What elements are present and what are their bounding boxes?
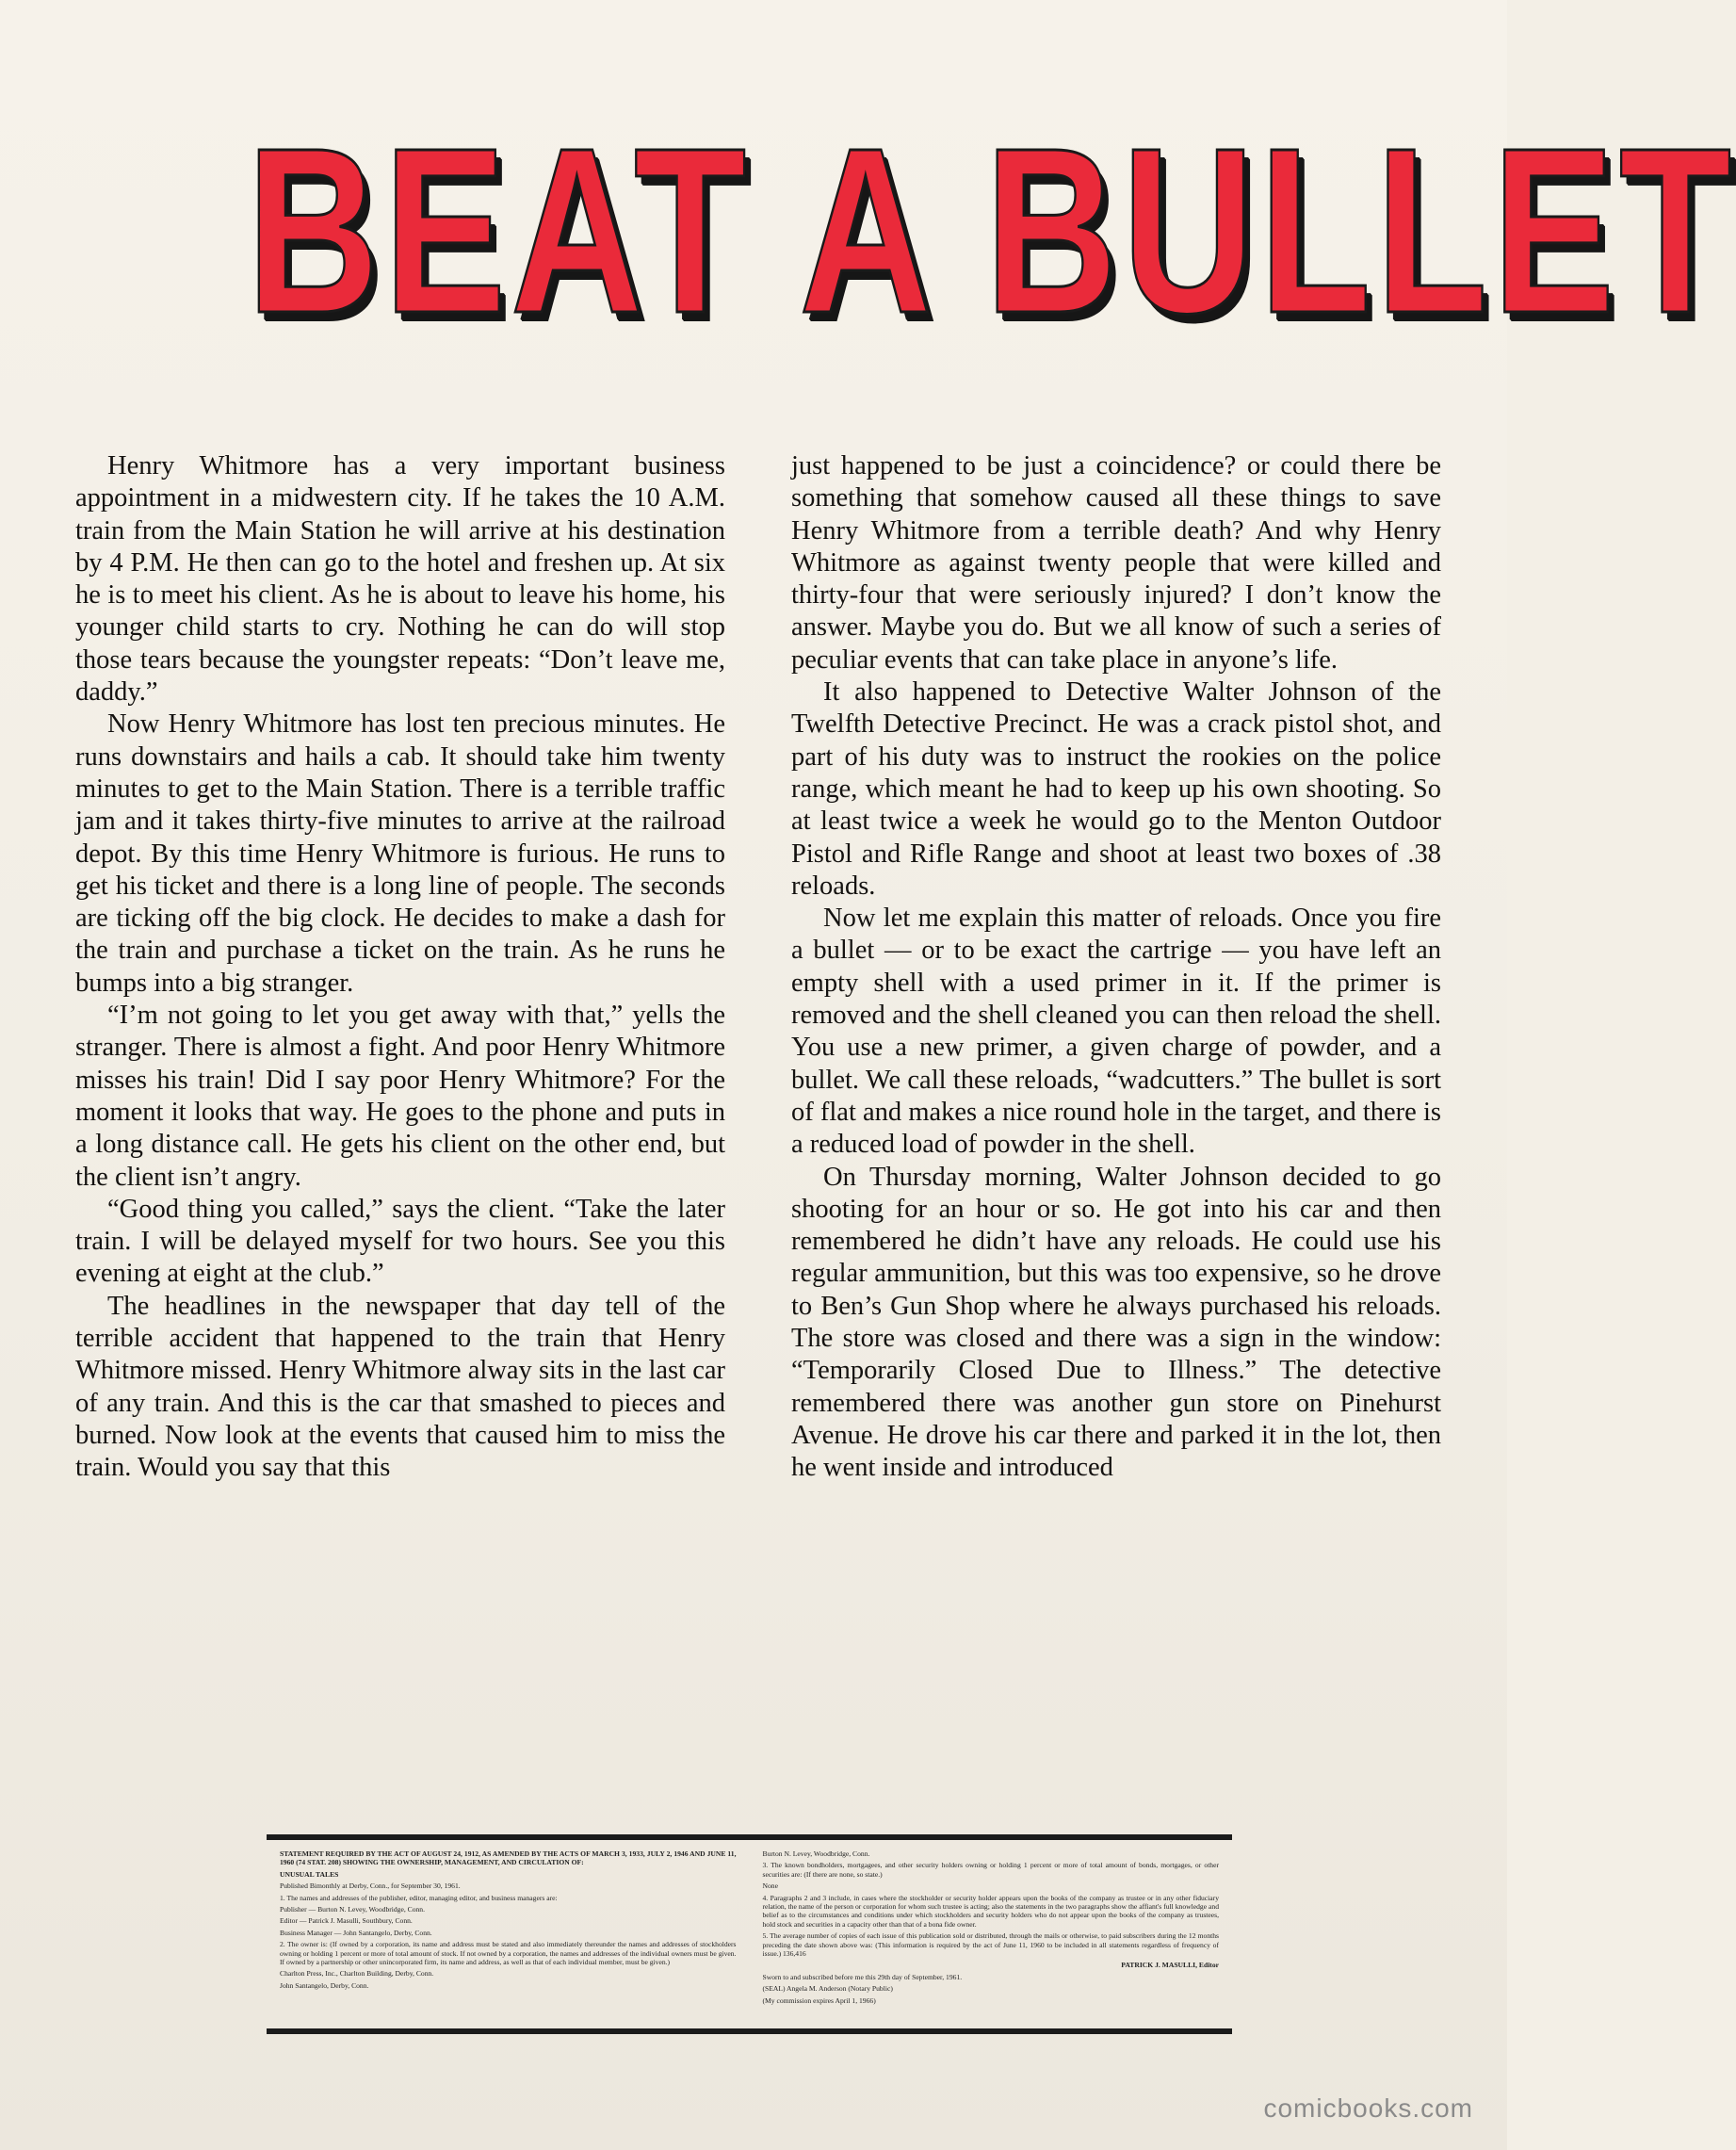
statement-line: STATEMENT REQUIRED BY THE ACT OF AUGUST 24, 1912, AS AMENDED BY THE ACTS OF MARCH 3, 1933, JULY 2, 1946 AND JUNE 11, 1960 (74 STAT. 208) SHOWING THE OWNERSHIP, MANAGEMENT, AND CIRCULATION OF:	[280, 1849, 737, 1867]
statement-line: Burton N. Levey, Woodbridge, Conn.	[762, 1849, 870, 1858]
statement-line: Published Bimonthly at Derby, Conn., for September 30, 1961.	[280, 1881, 461, 1891]
statement-line: Charlton Press, Inc., Charlton Building, Derby, Conn.	[280, 1969, 434, 1979]
story-body	[75, 450, 1460, 1751]
paragraph: The headlines in the newspaper that day tell of the terrible accident that happened to the train that Henry Whitmore missed. Henry Whitmore alway sits in the last car of any train. And this is the car that smashed to pieces and burned. Now look at the events that caused him to miss the train. Would you say that this	[75, 1291, 725, 1483]
statement-line: John Santangelo, Derby, Conn.	[280, 1980, 369, 1990]
paragraph: It also happened to Detective Walter Johnson of the Twelfth Detective Precinct. He was a crack pistol shot, and part of his duty was to instruct the rookies on the police range, which meant he had to keep up his own shooting. So at least twice a week he would go to the Menton Outdoor Pistol and Rifle Range and shoot at least two boxes of .38 reloads.	[791, 677, 1441, 901]
site-watermark: comicbooks.com	[1263, 2093, 1473, 2123]
paragraph: just happened to be just a coincidence? or could there be something that somehow caused all these things to save Henry Whitmore from a terrible death? And why Henry Whitmore as against twenty people that were killed and thirty-four that were seriously injured? I don’t know the answer. Maybe you do. But we all know of such a series of peculiar events that can take place in anyone’s life.	[791, 451, 1441, 675]
paragraph: “Good thing you called,” says the client. “Take the later train. I will be delayed myself for two hours. See you this evening at eight at the club.”	[75, 1194, 725, 1289]
statement-line: Editor — Patrick J. Masulli, Southbury, Conn.	[280, 1916, 413, 1926]
paragraph: Now let me explain this matter of reloads. Once you fire a bullet — or to be exact the cartrige — you have left an empty shell with a used primer in it. If the primer is removed and the shell cleaned you can then reload the shell. You use a new primer, a given charge of powder, and a bullet. We call these reloads, “wadcutters.” The bullet is sort of flat and makes a nice round hole in the target, and there is a reduced load of powder in the shell.	[791, 904, 1441, 1160]
ownership-statement	[267, 1834, 1232, 2034]
story-title: BEAT A BULLET	[246, 99, 1736, 362]
statement-line: 5. The average number of copies of each issue of this publication sold or distributed, through the mails or otherwise, to paid subscribers during the 12 months preceding the date shown above was: (This information is required by the act of June 11, 1960 to be included in all statements regardless of frequency of issue.) 136,416	[762, 1931, 1219, 1959]
statement-line: Business Manager — John Santangelo, Derby, Conn.	[280, 1928, 432, 1937]
left-column	[75, 450, 725, 1485]
statement-line: None	[762, 1881, 778, 1891]
statement-right-column	[763, 1849, 1220, 2019]
statement-line: 2. The owner is: (If owned by a corporation, its name and address must be stated and also immediately thereunder the names and addresses of stockholders owning or holding 1 percent or more of total amount of stock. If not owned by a corporation, the names and addresses of the individual owners must be given. If owned by a partnership or other unincorporated firm, its name and address, as well as that of each individual member, must be given.)	[280, 1940, 737, 1967]
statement-line: 1. The names and addresses of the publisher, editor, managing editor, and business managers are:	[280, 1893, 558, 1902]
statement-signature: PATRICK J. MASULLI, Editor	[1121, 1961, 1219, 1970]
paragraph: Henry Whitmore has a very important business appointment in a midwestern city. If he takes the 10 A.M. train from the Main Station he will arrive at his destination by 4 P.M. He then can go to the hotel and freshen up. At six he is to meet his client. As he is about to leave his home, his younger child starts to cry. Nothing he can do will stop those tears because the youngster repeats: “Don’t leave me, daddy.”	[75, 451, 725, 708]
paragraph: Now Henry Whitmore has lost ten precious minutes. He runs downstairs and hails a cab. It should take him twenty minutes to get to the Main Station. There is a terrible traffic jam and it takes thirty-five minutes to arrive at the railroad depot. By this time Henry Whitmore is furious. He runs to get his ticket and there is a long line of people. The seconds are ticking off the big clock. He decides to make a dash for the train and purchase a ticket on the train. As he runs he bumps into a big stranger.	[75, 709, 725, 998]
statement-line: Publisher — Burton N. Levey, Woodbridge, Conn.	[280, 1905, 425, 1914]
paragraph: On Thursday morning, Walter Johnson decided to go shooting for an hour or so. He got into his car and then remembered he didn’t have any reloads. He could use his regular ammunition, but this was too expensive, so he drove to Ben’s Gun Shop where he always purchased his reloads. The store was closed and there was a sign in the window: “Temporarily Closed Due to Illness.” The detective remembered there was another gun store on Pinehurst Avenue. He drove his car there and parked it in the lot, then he went inside and introduced	[791, 1162, 1441, 1483]
statement-line: (SEAL) Angela M. Anderson (Notary Public)	[762, 1984, 893, 1994]
right-column	[791, 450, 1441, 1485]
paragraph: “I’m not going to let you get away with that,” yells the stranger. There is almost a fight. And poor Henry Whitmore misses his train! Did I say poor Henry Whitmore? For the moment it looks that way. He goes to the phone and puts in a long distance call. He gets his client on the other end, but the client isn’t angry.	[75, 1001, 725, 1192]
statement-line: 3. The known bondholders, mortgagees, and other security holders owning or holding 1 percent or more of total amount of bonds, mortgages, or other securities are: (If there are none, so state.)	[762, 1861, 1219, 1879]
statement-line: UNUSUAL TALES	[280, 1869, 339, 1879]
statement-line: 4. Paragraphs 2 and 3 include, in cases where the stockholder or security holder appears upon the books of the company as trustee or in any other fiduciary relation, the name of the person or corporation for whom such trustee is acting; also the statements in the two paragraphs show the affiant's full knowledge and belief as to the circumstances and conditions under which stockholders and security holders who do not appear upon the books of the company as trustees, hold stock and securities in a capacity other than that of a bona fide owner.	[762, 1893, 1219, 1929]
statement-left-column	[280, 1849, 737, 2019]
statement-line: Sworn to and subscribed before me this 29th day of September, 1961.	[762, 1972, 963, 1981]
statement-line: (My commission expires April 1, 1966)	[762, 1995, 876, 2005]
